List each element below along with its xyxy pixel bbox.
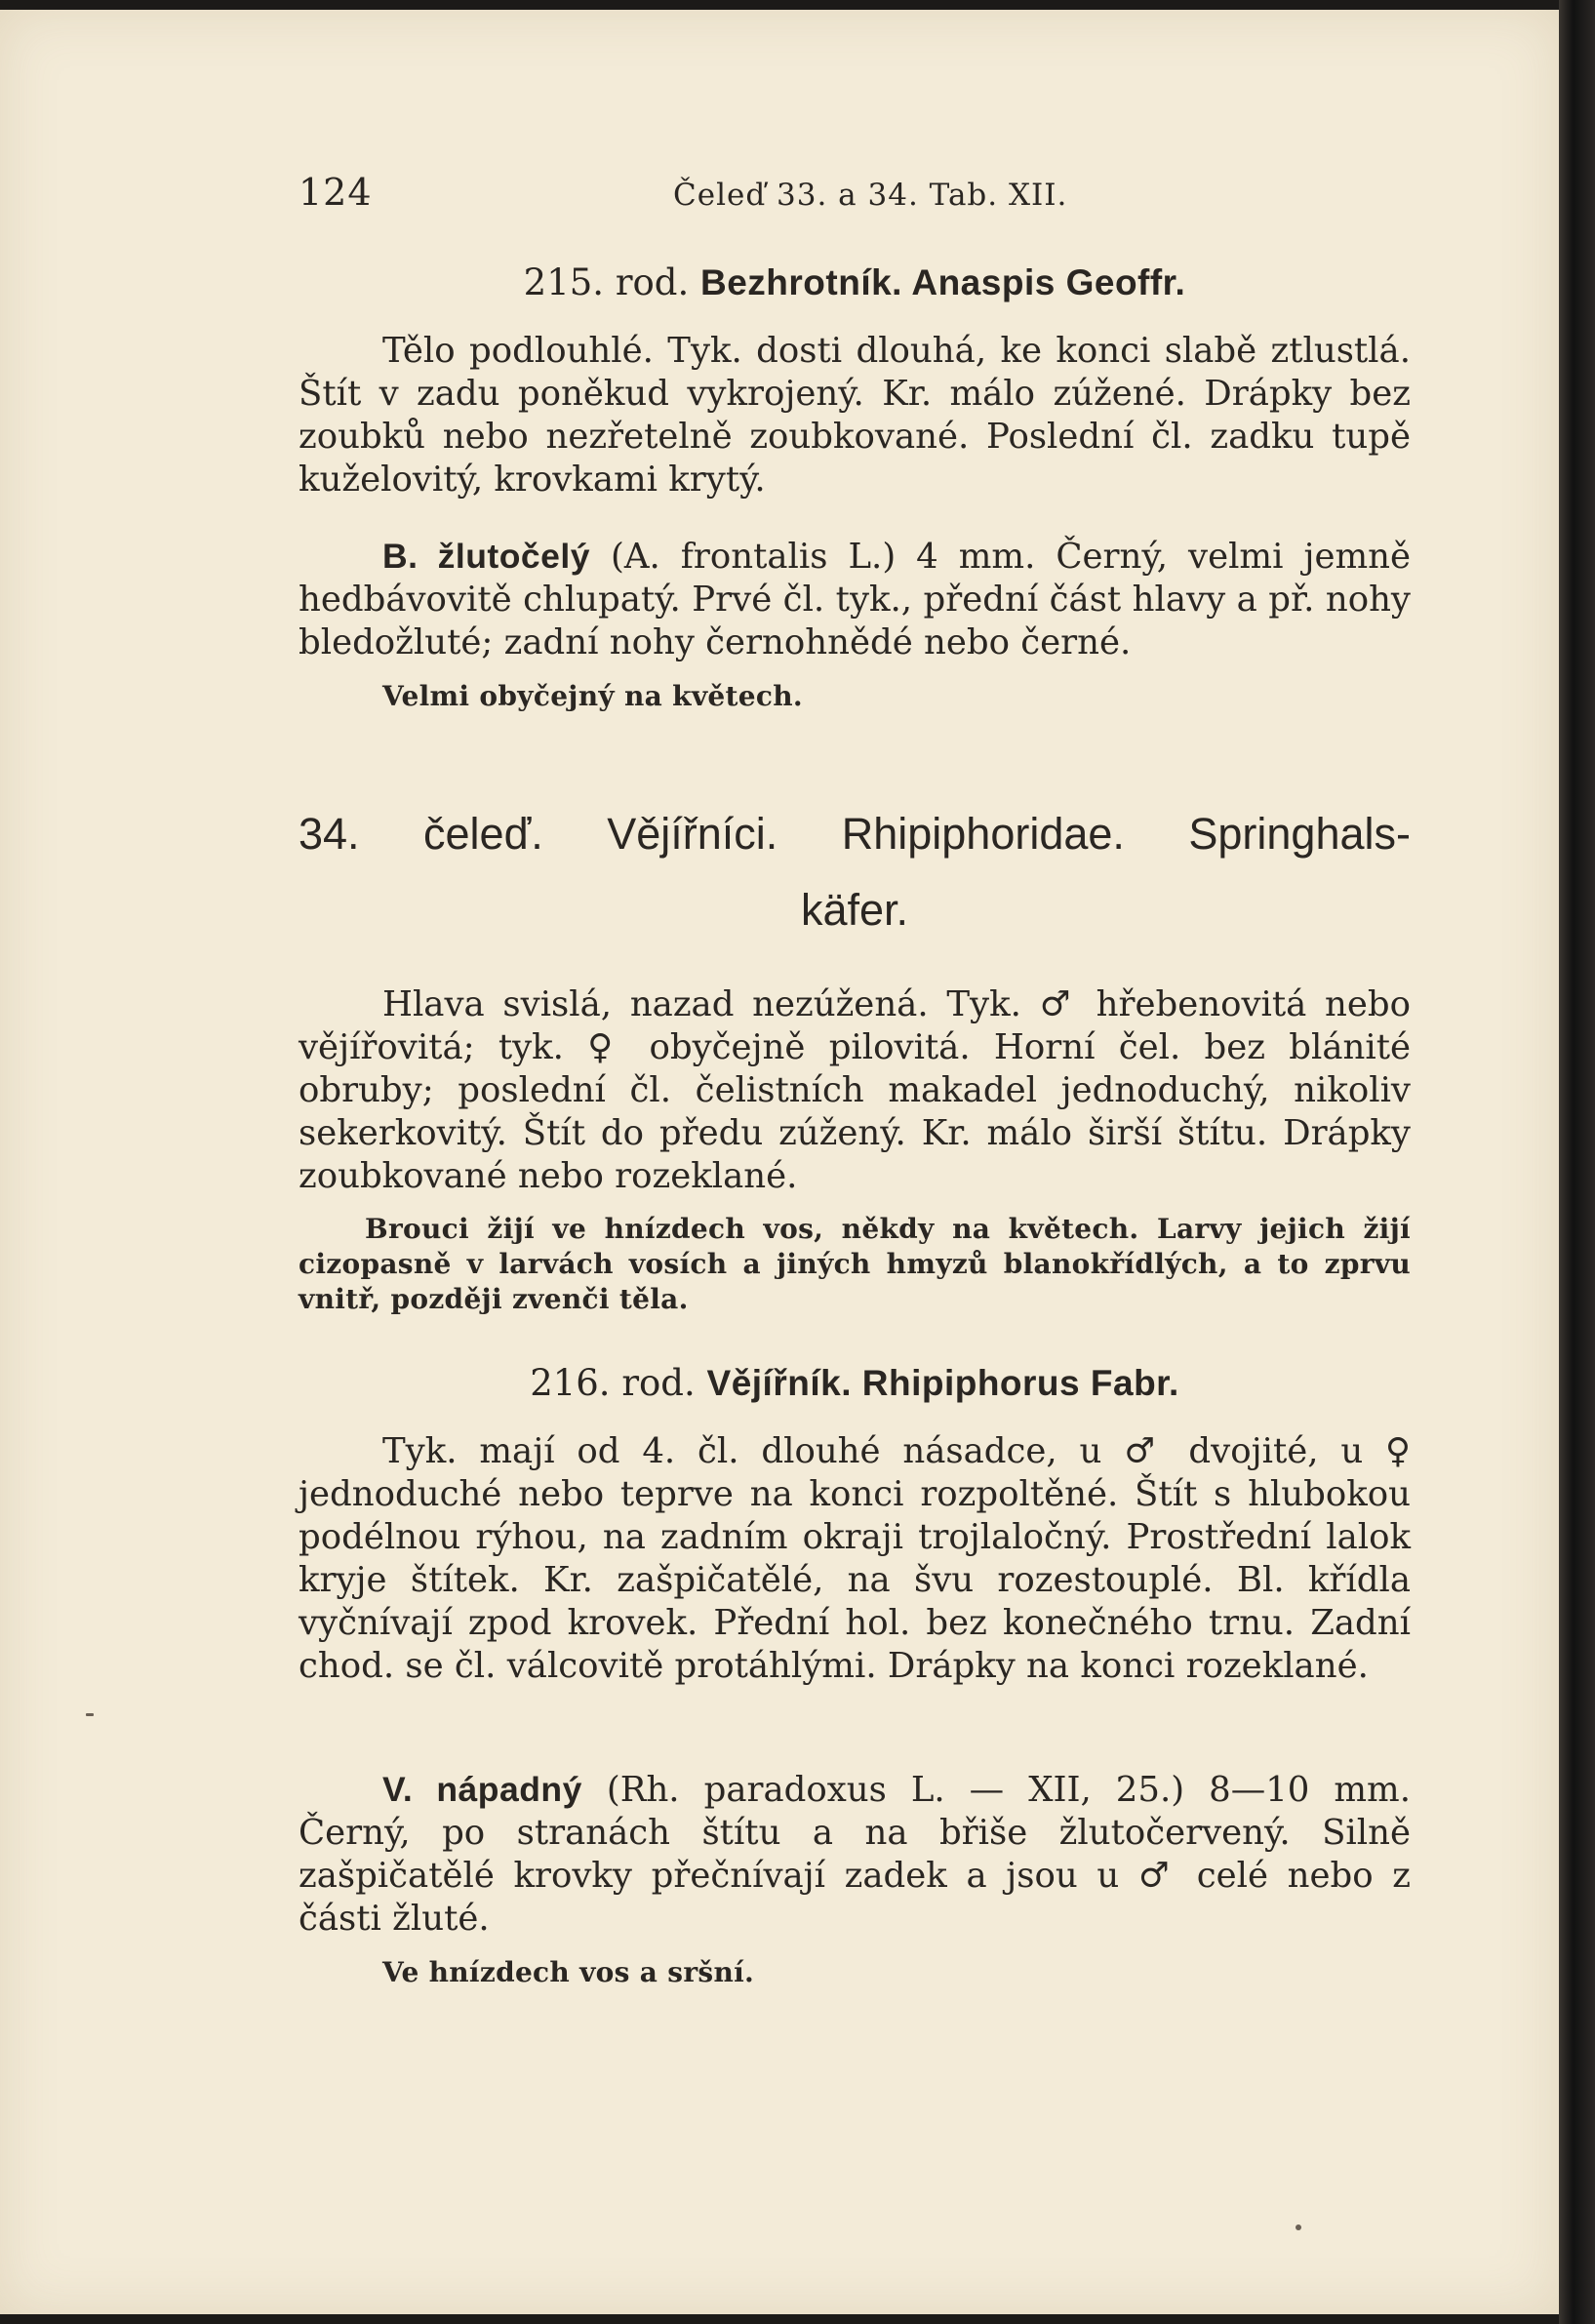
genus-216-heading — [299, 1362, 1411, 1404]
genus-216-description: Tyk. mají od 4. čl. dlouhé násadce, u ♂ dvojité, u ♀ jednoduché nebo teprve na konci rozpoltěné. Štít s hlubokou podélnou rýhou, na zadním okraji trojlaločný. Prostřední lalok kryje štítek. Kr. zašpičatělé, na švu rozestouplé. Bl. křídla vyčnívají zpod krovek. Přední hol. bez konečného trnu. Zadní chod. se čl. válcovitě protáhlými. Drápky na konci rozeklané. — [299, 1431, 1411, 1686]
species-anaspis-entry — [299, 535, 1411, 664]
running-title: Čeleď 33. a 34. Tab. XII. — [673, 178, 1068, 213]
species-rhipiphorus-entry — [299, 1768, 1411, 1941]
genus-215-prefix: 215. rod. — [523, 261, 690, 303]
species-rhipiphorus-text: (Rh. paradoxus L. — XII, 25.) 8—10 mm. Černý, po stranách štítu a na břiše žlutočervený. Silně zašpičatělé krovky přečnívají zadek a jsou u ♂ celé nebo z části žluté. — [299, 1770, 1411, 1939]
family-34-heading-line2: käfer. — [800, 885, 909, 935]
species-rhipiphorus-name: V. nápadný — [382, 1770, 582, 1809]
genus-215-description: Tělo podlouhlé. Tyk. dosti dlouhá, ke konci slabě ztlustlá. Štít v zadu poněkud vykrojený. Kr. málo zúžené. Drápky bez zoubků nebo nezřetelně zoubkované. Poslední čl. zadku tupě kuželovitý, krovkami krytý. — [299, 331, 1411, 500]
genus-215-name: Bezhrotník. Anaspis Geoffr. — [700, 262, 1186, 302]
family-34-note: Brouci žijí ve hnízdech vos, někdy na květech. Larvy jejich žijí cizopasně v larvách vosích a jiných hmyzů blanokřídlých, a to zprvu vnitř, později zvenči těla. — [299, 1213, 1411, 1315]
page-number: 124 — [299, 171, 373, 214]
species-anaspis-name: B. žlutočelý — [382, 537, 590, 576]
genus-215-heading — [299, 261, 1411, 303]
genus-216-prefix: 216. rod. — [530, 1362, 696, 1404]
paper-speck — [1296, 2224, 1301, 2230]
paper-mark — [86, 1713, 94, 1716]
genus-216-name: Vějířník. Rhipiphorus Fabr. — [706, 1363, 1179, 1403]
family-34-heading — [299, 796, 1411, 948]
family-34-heading-line1: 34. čeleď. Vějířníci. Rhipiphoridae. Springhals- — [299, 809, 1411, 859]
species-anaspis-text: (A. frontalis L.) 4 mm. Černý, velmi jemně hedbávovitě chlupatý. Prvé čl. tyk., přední část hlavy a př. nohy bledožluté; zadní nohy černohnědé nebo černé. — [299, 537, 1412, 662]
species-rhipiphorus-note: Ve hnízdech vos a sršní. — [382, 1956, 755, 1988]
species-anaspis-note: Velmi obyčejný na květech. — [382, 680, 803, 712]
family-34-description: Hlava svislá, nazad nezúžená. Tyk. ♂ hřebenovitá nebo vějířovitá; tyk. ♀ obyčejně pilovitá. Horní čel. bez blánité obruby; poslední čl. čelistních makadel jednoduchý, nikoliv sekerkovitý. Štít do předu zúžený. Kr. málo širší štítu. Drápky zoubkované nebo rozeklané. — [299, 984, 1411, 1196]
book-binding-edge — [1559, 0, 1595, 2324]
